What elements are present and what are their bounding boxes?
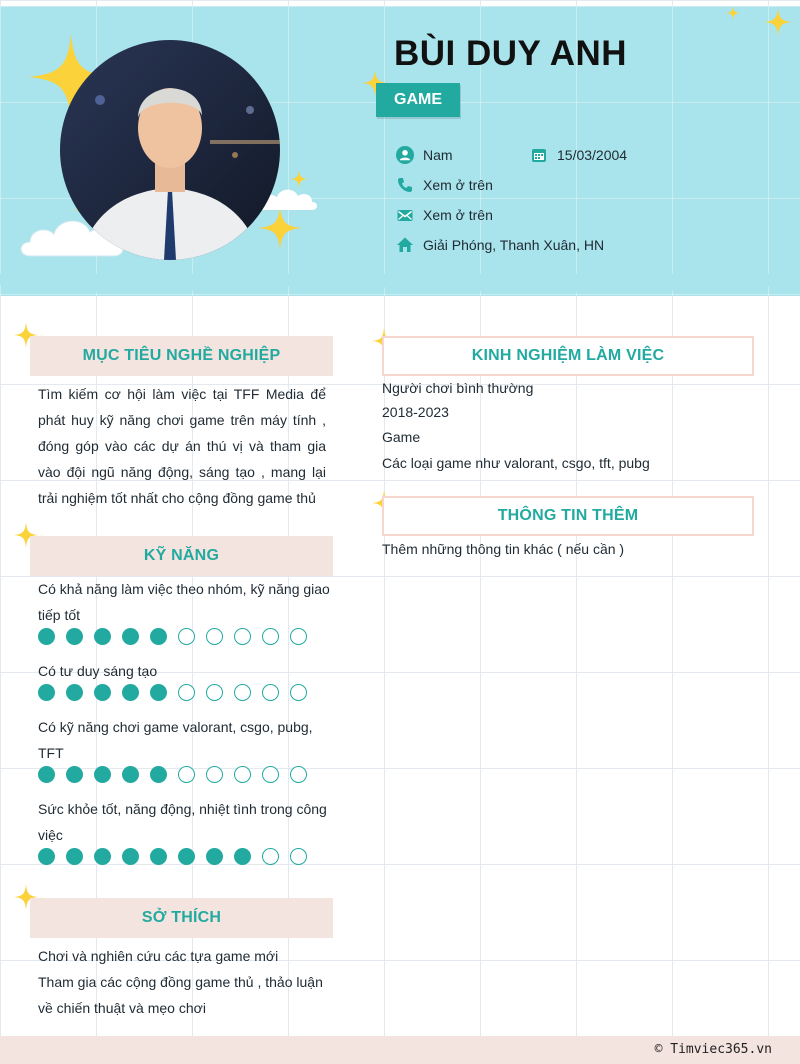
rating-dot-filled [150,628,167,645]
rating-dot-filled [234,848,251,865]
experience-period: 2018-2023 [382,404,449,420]
role-tag: GAME [376,83,460,117]
skills-title: KỸ NĂNG [30,536,333,576]
rating-dot-filled [66,848,83,865]
experience-position: Người chơi bình thường [382,380,534,396]
rating-dot-filled [66,628,83,645]
email-text: Xem ở trên [423,207,493,223]
hobbies-title: SỞ THÍCH [30,898,333,938]
candidate-name: BÙI DUY ANH [394,34,628,73]
rating-dot-empty [262,684,279,701]
gender-row [396,144,453,166]
rating-dot-empty [206,766,223,783]
rating-dot-filled [122,628,139,645]
sparkle-icon [726,6,740,20]
rating-dot-empty [290,684,307,701]
rating-dot-filled [38,848,55,865]
skill-label: Có khả năng làm việc theo nhóm, kỹ năng giao tiếp tốt [38,581,330,623]
rating-dot-filled [94,628,111,645]
rating-dot-empty [290,628,307,645]
rating-dot-filled [66,766,83,783]
rating-dot-empty [206,684,223,701]
rating-dot-filled [38,628,55,645]
rating-dot-filled [122,848,139,865]
rating-dot-empty [178,766,195,783]
sparkle-icon [764,8,792,36]
rating-dot-filled [94,848,111,865]
experience-company: Game [382,429,421,445]
rating-dot-empty [206,628,223,645]
rating-dot-filled [178,848,195,865]
rating-dot-empty [234,628,251,645]
skill-label: Có kỹ năng chơi game valorant, csgo, pubg, TFT [38,719,313,761]
rating-dot-filled [38,766,55,783]
rating-dot-filled [206,848,223,865]
hobbies-text: Chơi và nghiên cứu các tựa game mới Tham gia các cộng đồng game thủ , thảo luận về chiến thuật và mẹo chơi [38,948,323,1016]
extra-title: THÔNG TIN THÊM [382,496,754,536]
gender-text: Nam [423,147,453,163]
objective-title: MỤC TIÊU NGHỀ NGHIỆP [30,336,333,376]
rating-dot-filled [122,766,139,783]
birthdate-row [530,144,627,166]
skill-rating [38,628,318,645]
skill-rating [38,766,318,783]
rating-dot-filled [150,848,167,865]
footer-brand: © Timviec365.vn [654,1042,772,1057]
calendar-icon [530,146,548,164]
skill-rating [38,848,318,865]
rating-dot-filled [150,684,167,701]
rating-dot-filled [94,684,111,701]
scallop-edge [0,274,800,308]
rating-dot-empty [290,766,307,783]
rating-dot-empty [234,684,251,701]
rating-dot-filled [122,684,139,701]
rating-dot-empty [178,684,195,701]
envelope-icon [396,206,414,224]
skill-rating [38,684,318,701]
phone-icon [396,176,414,194]
rating-dot-empty [178,628,195,645]
experience-title: KINH NGHIỆM LÀM VIỆC [382,336,754,376]
rating-dot-filled [150,766,167,783]
rating-dot-empty [262,848,279,865]
address-row [396,234,604,256]
address-text: Giải Phóng, Thanh Xuân, HN [423,237,605,253]
email-row [396,204,493,226]
profile-photo [60,40,280,260]
rating-dot-filled [38,684,55,701]
skill-label: Sức khỏe tốt, năng động, nhiệt tình trong công việc [38,801,327,843]
phone-row [396,174,493,196]
skill-label: Có tư duy sáng tạo [38,663,158,679]
footer [0,1036,800,1064]
home-icon [396,236,414,254]
rating-dot-empty [290,848,307,865]
rating-dot-empty [234,766,251,783]
experience-description: Các loại game như valorant, csgo, tft, pubg [382,455,650,471]
birthdate-text: 15/03/2004 [557,147,628,163]
rating-dot-filled [66,684,83,701]
extra-text: Thêm những thông tin khác ( nếu cần ) [382,541,625,557]
person-icon [396,146,414,164]
objective-text: Tìm kiếm cơ hội làm việc tại TFF Media để phát huy kỹ năng chơi game trên máy tính , đóng góp vào các dự án thú vị và tham gia vào đội ngũ năng động, sáng tạo , mang lại trải nghiệm tốt nhất cho cộng đồng game thủ [38,386,326,506]
rating-dot-empty [262,766,279,783]
rating-dot-filled [94,766,111,783]
phone-text: Xem ở trên [423,177,493,193]
rating-dot-empty [262,628,279,645]
